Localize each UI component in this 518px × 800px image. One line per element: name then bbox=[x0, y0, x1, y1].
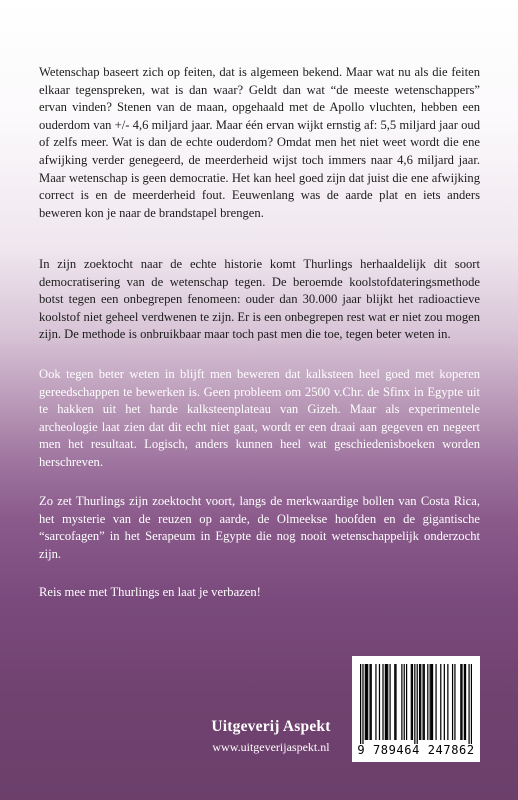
barcode-bar bbox=[454, 664, 455, 740]
barcode-bar bbox=[379, 664, 380, 740]
barcode-bar bbox=[435, 664, 436, 740]
barcode-bar bbox=[419, 664, 420, 740]
barcode-bar bbox=[465, 664, 466, 740]
barcode-bar bbox=[447, 664, 448, 740]
publisher-block bbox=[186, 718, 356, 755]
barcode-bar bbox=[365, 664, 366, 740]
barcode-bar bbox=[387, 664, 388, 740]
barcode-bar bbox=[367, 664, 368, 740]
barcode-bar bbox=[395, 664, 396, 740]
barcode-bar bbox=[432, 664, 433, 740]
barcode-bar bbox=[382, 664, 383, 740]
barcode-bar bbox=[371, 664, 372, 740]
barcode-bar bbox=[386, 664, 387, 740]
barcode-bar bbox=[360, 664, 361, 744]
barcode-bar bbox=[417, 664, 418, 744]
barcode-bar bbox=[406, 664, 407, 740]
isbn-barcode bbox=[352, 656, 480, 762]
search-paragraph: In zijn zoektocht naar de echte historie komt Thurlings herhaaldelijk dit soort democratisering van de wetenschap tegen. De beroemde koolstofdateringsmethode botst tegen een onbegrepen fenomeen: ouder dan 30.000 jaar blijkt het radioactieve koolstof niet geheel verdwenen te zijn. Er is een onbegrepen rest wat er niet zou mogen zijn. De methode is onbruikbaar maar toch past men die toe, tegen beter weten in. bbox=[39, 257, 480, 342]
barcode-bar bbox=[375, 664, 376, 740]
closing-line: Reis mee met Thurlings en laat je verbazen! bbox=[39, 585, 261, 599]
barcode-bar bbox=[366, 664, 367, 740]
barcode-bar bbox=[471, 664, 472, 744]
barcode-bar bbox=[414, 664, 415, 744]
barcode-bar bbox=[464, 664, 465, 740]
barcode-bar bbox=[389, 664, 390, 740]
barcode-bar bbox=[440, 664, 441, 740]
barcode-bar bbox=[468, 664, 469, 744]
barcode-bar bbox=[452, 664, 453, 740]
barcode-bar bbox=[430, 664, 431, 740]
publisher-url: www.uitgeverijaspekt.nl bbox=[212, 740, 330, 754]
barcode-bar bbox=[394, 664, 395, 740]
barcode-bars bbox=[360, 664, 472, 744]
isbn-digits: 9 789464 247862 bbox=[357, 743, 475, 757]
barcode-bar bbox=[461, 664, 462, 740]
barcode-bar bbox=[369, 664, 370, 740]
barcode-bar bbox=[424, 664, 425, 740]
barcode-bar bbox=[362, 664, 363, 744]
journey-paragraph: Zo zet Thurlings zijn zoektocht voort, langs de merkwaardige bollen van Costa Rica, het mysterie van de reuzen op aarde, de Olmeekse hoofden en de gigantische “sarcofagen” in het Serapeum in Egypte die nog nooit wetenschappelijk onderzocht zijn. bbox=[39, 494, 480, 561]
barcode-bar bbox=[411, 664, 412, 740]
barcode-bar bbox=[422, 664, 423, 740]
barcode-bar bbox=[460, 664, 461, 740]
barcode-bar bbox=[444, 664, 445, 740]
barcode-bar bbox=[385, 664, 386, 740]
barcode-bar bbox=[427, 664, 428, 740]
barcode-bar bbox=[404, 664, 405, 740]
intro-paragraph: Wetenschap baseert zich op feiten, dat is algemeen bekend. Maar wat nu als die feiten elkaar tegenspreken, wat is dan waar? Geldt dan wat “de meeste wetenschappers” ervan vinden? Stenen van de maan, opgehaald met de Apollo vluchten, hebben een ouderdom van +/- 4,6 miljard jaar. Maar één ervan wijkt ernstig af: 5,5 miljard jaar oud of zelfs meer. Wat is dan de echte ouderdom? Omdat men het niet weet wordt die ene afwijking verder genegeerd, de meerderheid wijst toch immers naar 4,6 miljard jaar. Maar wetenschap is geen democratie. Het kan heel goed zijn dat juist die ene afwijking correct is en de meerderheid fout. Eeuwenlang was de aarde plat en iets anders beweren kon je naar de brandstapel brengen. bbox=[39, 65, 480, 220]
barcode-bar bbox=[420, 664, 421, 740]
barcode-bar bbox=[412, 664, 413, 740]
limestone-paragraph: Ook tegen beter weten in blijft men beweren dat kalksteen heel goed met koperen gereedschappen te bewerken is. Geen probleem om 2500 v.Chr. de Sfinx in Egypte uit te hakken uit het harde kalksteenplateau van Gizeh. Maar als experimentele archeologie laat zien dat dit echt niet gaat, wordt er een draai aan gegeven en negeert men het resultaat. Logisch, anders kunnen heel wat geschiedenisboeken worden herschreven. bbox=[39, 367, 480, 469]
barcode-bar bbox=[401, 664, 402, 740]
barcode-bar bbox=[431, 664, 432, 740]
publisher-name: Uitgeverij Aspekt bbox=[211, 718, 331, 735]
